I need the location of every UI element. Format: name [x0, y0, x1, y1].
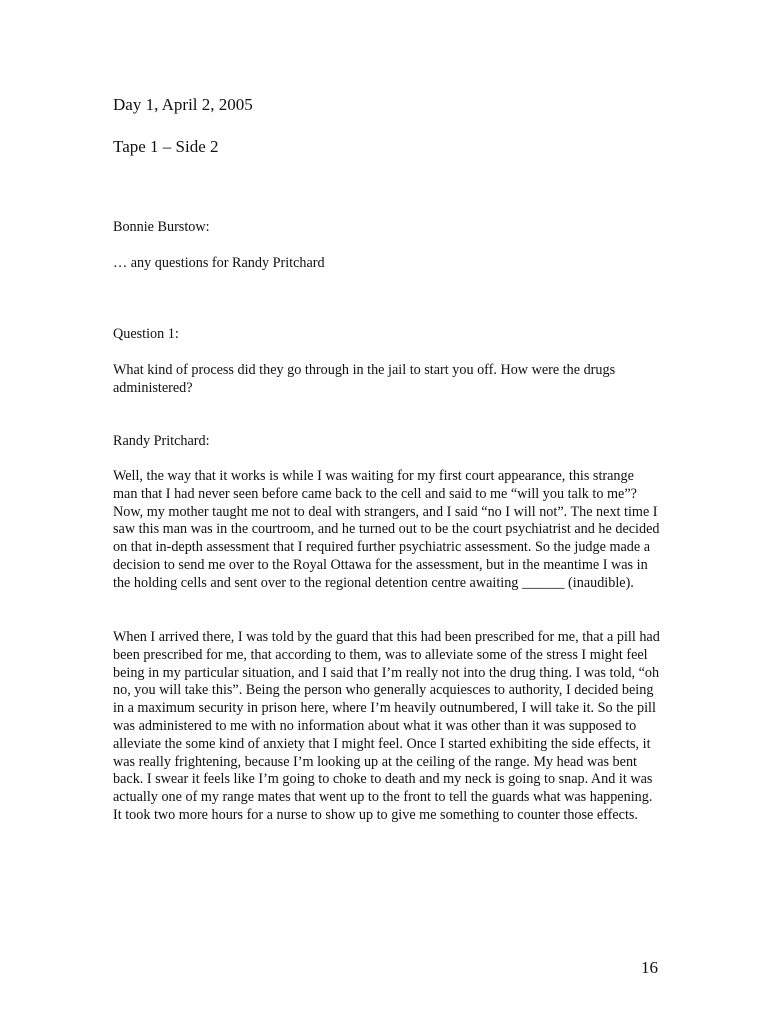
tape-heading: Tape 1 – Side 2 [113, 137, 219, 156]
question-label: Question 1: [113, 326, 179, 342]
day-heading: Day 1, April 2, 2005 [113, 95, 253, 114]
answer-paragraph: When I arrived there, I was told by the guard that this had been prescribed for me, that a pill had been prescribed for me, that according to them, was to alleviate some of the stress I might feel being in my particular situation, and I said that I’m really not into the drug thing. I was told, “oh no, you will take this”. Being the person who generally acquiesces to authority, I decided being in a maximum security in prison here, where I’m heavily outnumbered, I will take it. So the pill was administered to me with no information about what it was other than it was supposed to alleviate the some kind of anxiety that I might feel. Once I started exhibiting the side effects, it was really frightening, because I’m looking up at the ceiling of the range. My head was bent back. I swear it feels like I’m going to choke to death and my neck is going to snap. And it was actually one of my range mates that went up to the front to tell the guards what was happening. It took two more hours for a nurse to show up to give me something to counter those effects. [113, 629, 660, 823]
page-number: 16 [641, 958, 658, 977]
speaker-label-bonnie-burstow: Bonnie Burstow: [113, 219, 210, 235]
speaker-label-randy-pritchard: Randy Pritchard: [113, 433, 210, 449]
question-text: What kind of process did they go through in the jail to start you off. How were the drugs administered? [113, 362, 616, 396]
speaker-statement: … any questions for Randy Pritchard [113, 255, 325, 271]
answer-paragraph: Well, the way that it works is while I was waiting for my first court appearance, this strange man that I had never seen before came back to the cell and said to me “will you talk to me”? Now, my mother taught me not to deal with strangers, and I said “no I will not”. The next time I saw this man was in the courtroom, and he turned out to be the court psychiatrist and he decided on that in-depth assessment that I required further psychiatric assessment. So the judge made a decision to send me over to the Royal Ottawa for the assessment, but in the meantime I was in the holding cells and sent over to the regional detention centre awaiting ______ (inaudible). [113, 468, 660, 591]
